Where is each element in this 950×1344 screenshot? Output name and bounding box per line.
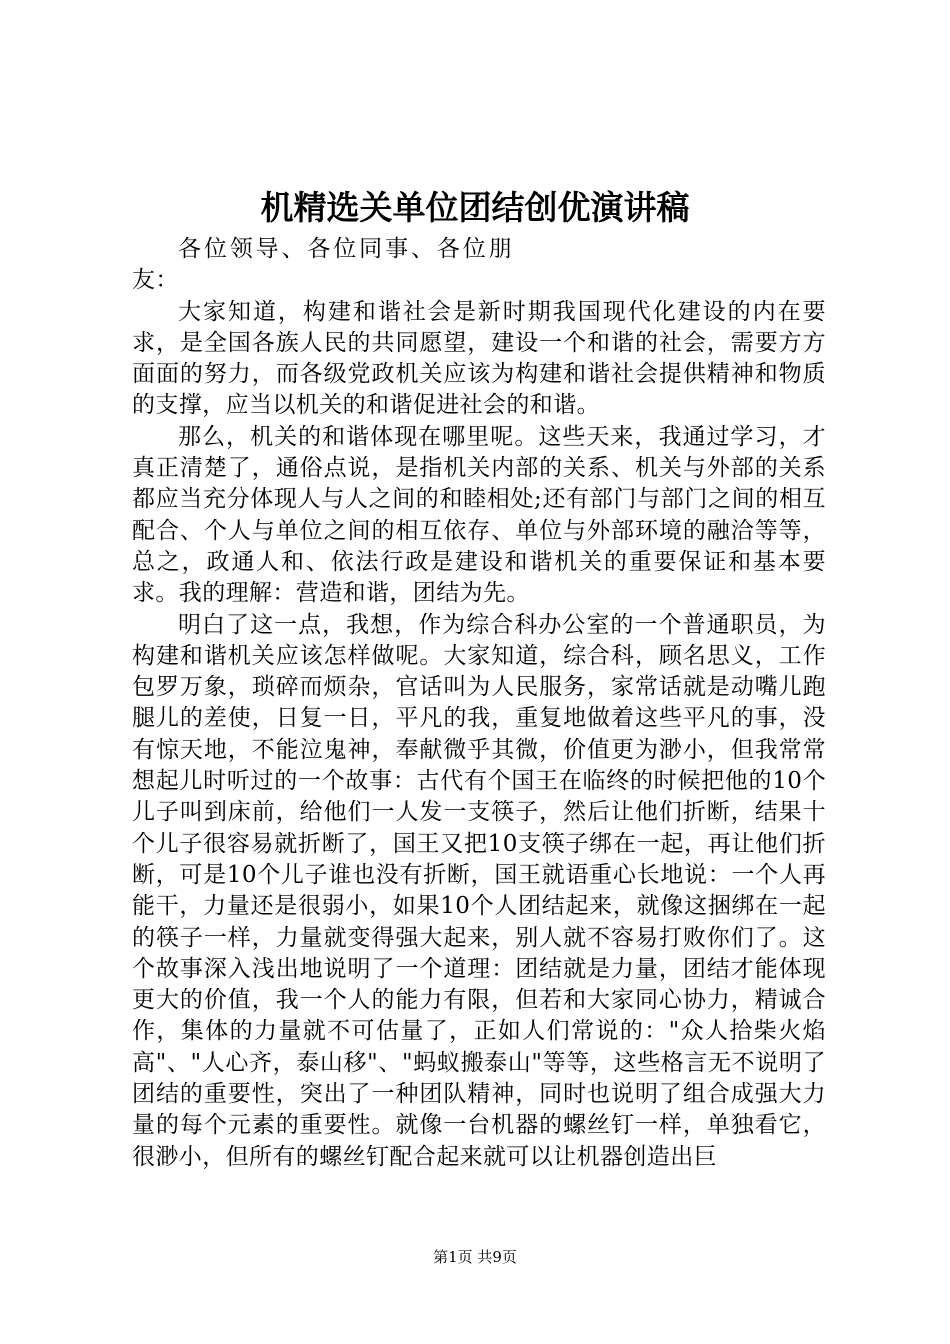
paragraph-3: 明白了这一点，我想，作为综合科办公室的一个普通职员，为构建和谐机关应该怎样做呢。大家知道，综合科，顾名思义，工作包罗万象，琐碎而烦杂，官话叫为人民服务，家常话就是动嘴儿跑腿儿的差使，日复一日，平凡的我，重复地做着这些平凡的事，没有惊天地，不能泣鬼神，奉献微乎其微，价值更为渺小，但我常常想起儿时听过的一个故事：古代有个国王在临终的时候把他的10个儿子叫到床前，给他们一人发一支筷子，然后让他们折断，结果十个儿子很容易就折断了，国王又把10支筷子绑在一起，再让他们折断，可是10个儿子谁也没有折断，国王就语重心长地说：一个人再能干，力量还是很弱小，如果10个人团结起来，就像这捆绑在一起的筷子一样，力量就变得强大起来，别人就不容易打败你们了。这个故事深入浅出地说明了一个道理：团结就是力量，团结才能体现更大的价值，我一个人的能力有限，但若和大家同心协力，精诚合作，集体的力量就不可估量了，正如人们常说的："众人拾柴火焰高"、"人心齐，泰山移"、"蚂蚁搬泰山"等等，这些格言无不说明了团结的重要性，突出了一种团队精神，同时也说明了组合成强大力量的每个元素的重要性。就像一台机器的螺丝钉一样，单独看它，很渺小，但所有的螺丝钉配合起来就可以让机器创造出巨 <box>132 611 826 1170</box>
salutation: 各位领导、各位同事、各位朋友： <box>132 236 512 294</box>
page-footer: 第1页 共9页 <box>433 1248 517 1266</box>
document-body <box>132 234 826 1173</box>
paragraph-1: 大家知道，构建和谐社会是新时期我国现代化建设的内在要求，是全国各族人民的共同愿望，建设一个和谐的社会，需要方方面面的努力，而各级党政机关应该为构建和谐社会提供精神和物质的支撑，应当以机关的和谐促进社会的和谐。 <box>132 298 826 419</box>
paragraph-2: 那么，机关的和谐体现在哪里呢。这些天来，我通过学习，才真正清楚了，通俗点说，是指机关内部的关系、机关与外部的关系都应当充分体现人与人之间的和睦相处;还有部门与部门之间的相互配合、个人与单位之间的相互依存、单位与外部环境的融洽等等，总之，政通人和、依法行政是建设和谐机关的重要保证和基本要求。我的理解：营造和谐，团结为先。 <box>132 423 826 607</box>
document-title: 机精选关单位团结创优演讲稿 <box>260 188 690 227</box>
